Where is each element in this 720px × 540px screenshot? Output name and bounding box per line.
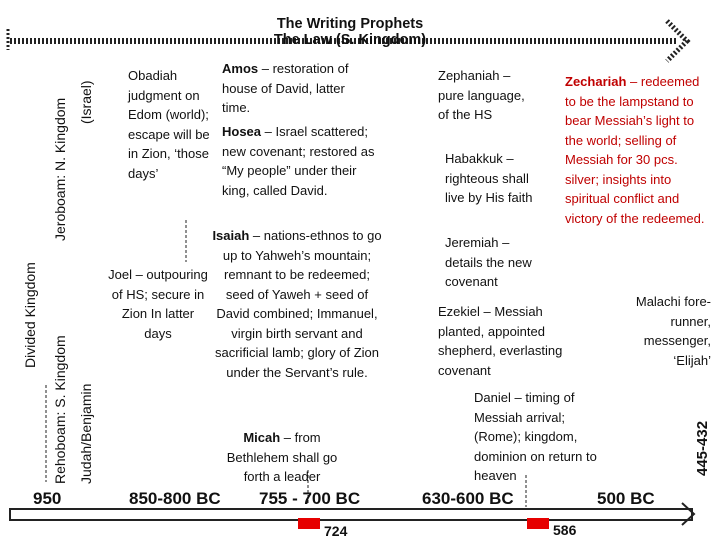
obadiah-block xyxy=(128,66,214,183)
zechariah-block xyxy=(565,72,705,228)
era-label-755-700: 755 - 700 BC xyxy=(259,489,361,508)
ezekiel-block xyxy=(438,302,586,380)
obadiah-text: judgment on Edom (world); escape will be in Zion, ‘those days’ xyxy=(128,87,210,181)
era-label-630-600: 630-600 BC xyxy=(422,489,514,508)
ezekiel-name: Ezekiel xyxy=(438,304,480,319)
divided-kingdom-label: Divided Kingdom xyxy=(22,262,38,368)
range-label: 445-432 xyxy=(694,420,711,476)
marker-586-label: 586 xyxy=(553,522,577,538)
micah-text: – from Bethlehem shall go forth a leader xyxy=(226,430,338,484)
era-label-500: 500 BC xyxy=(597,489,655,508)
daniel-block xyxy=(474,388,604,486)
malachi-name: Malachi xyxy=(635,294,681,309)
jeremiah-text: – details the new covenant xyxy=(445,235,532,289)
zechariah-name: Zechariah xyxy=(565,74,627,89)
title-line-2: The Law (S. Kingdom) xyxy=(273,32,427,48)
jeroboam-label: Jeroboam: N. Kingdom xyxy=(52,97,68,241)
joel-text: – outpouring of HS; secure in Zion In latter days xyxy=(111,267,208,341)
daniel-name: Daniel xyxy=(474,390,511,405)
habakkuk-block xyxy=(445,149,535,208)
rehoboam-label: Rehoboam: S. Kingdom xyxy=(52,335,68,484)
zephaniah-name: Zephaniah xyxy=(438,68,500,83)
isaiah-block xyxy=(212,226,382,382)
joel-name: Joel xyxy=(108,267,132,282)
zechariah-text: – redeemed to be the lampstand to bear Messiah’s light to the world; selling of Messiah for 30 pcs. silver; insights into spiritual conflict and victory of the redeemed. xyxy=(565,74,705,226)
amos-text: – restoration of house of David, latter time. xyxy=(222,61,349,115)
isaiah-name: Isaiah xyxy=(212,228,250,243)
marker-724-box xyxy=(298,518,320,529)
isaiah-text: – nations-ethnos to go up to Yahweh’s mountain; remnant to be redeemed; seed of Yaweh + seed of David combined; Immanuel, virgin birth servant and sacrificial lamb; glory of Zion under the Servant’s rule. xyxy=(215,228,382,380)
chart-title xyxy=(200,16,500,48)
ezekiel-text: – Messiah planted, appointed shepherd, everlasting covenant xyxy=(438,304,563,378)
jeremiah-block xyxy=(445,233,545,292)
obadiah-name: Obadiah xyxy=(128,68,178,83)
habakkuk-text: – righteous shall live by His faith xyxy=(445,151,533,205)
hosea-text: – Israel scattered; new covenant; restored as “My people” under their king, called David. xyxy=(222,124,375,198)
judah-benjamin-label: Judah/Benjamin xyxy=(78,383,94,484)
zephaniah-text: – pure language, of the HS xyxy=(438,68,525,122)
marker-724-label: 724 xyxy=(324,523,348,539)
amos-block xyxy=(222,59,357,118)
era-label-850-800: 850-800 BC xyxy=(129,489,221,508)
micah-block xyxy=(218,428,346,487)
marker-586-box xyxy=(527,518,549,529)
micah-name: Micah xyxy=(243,430,281,445)
malachi-block xyxy=(616,292,711,370)
habakkuk-name: Habakkuk xyxy=(445,151,503,166)
timeline-bar xyxy=(10,509,692,520)
israel-label: (Israel) xyxy=(78,80,94,124)
era-label-950: 950 xyxy=(33,489,62,508)
hosea-name: Hosea xyxy=(222,124,262,139)
joel-block xyxy=(108,265,208,343)
zephaniah-block xyxy=(438,66,534,125)
title-line-1: The Writing Prophets xyxy=(276,16,424,32)
amos-name: Amos xyxy=(222,61,259,76)
hosea-block xyxy=(222,122,377,200)
daniel-text: – timing of Messiah arrival; (Rome); kingdom, dominion on return to heaven xyxy=(474,390,597,483)
jeremiah-name: Jeremiah xyxy=(445,235,499,250)
malachi-text: fore-runner, messenger, ‘Elijah’ xyxy=(643,294,711,368)
